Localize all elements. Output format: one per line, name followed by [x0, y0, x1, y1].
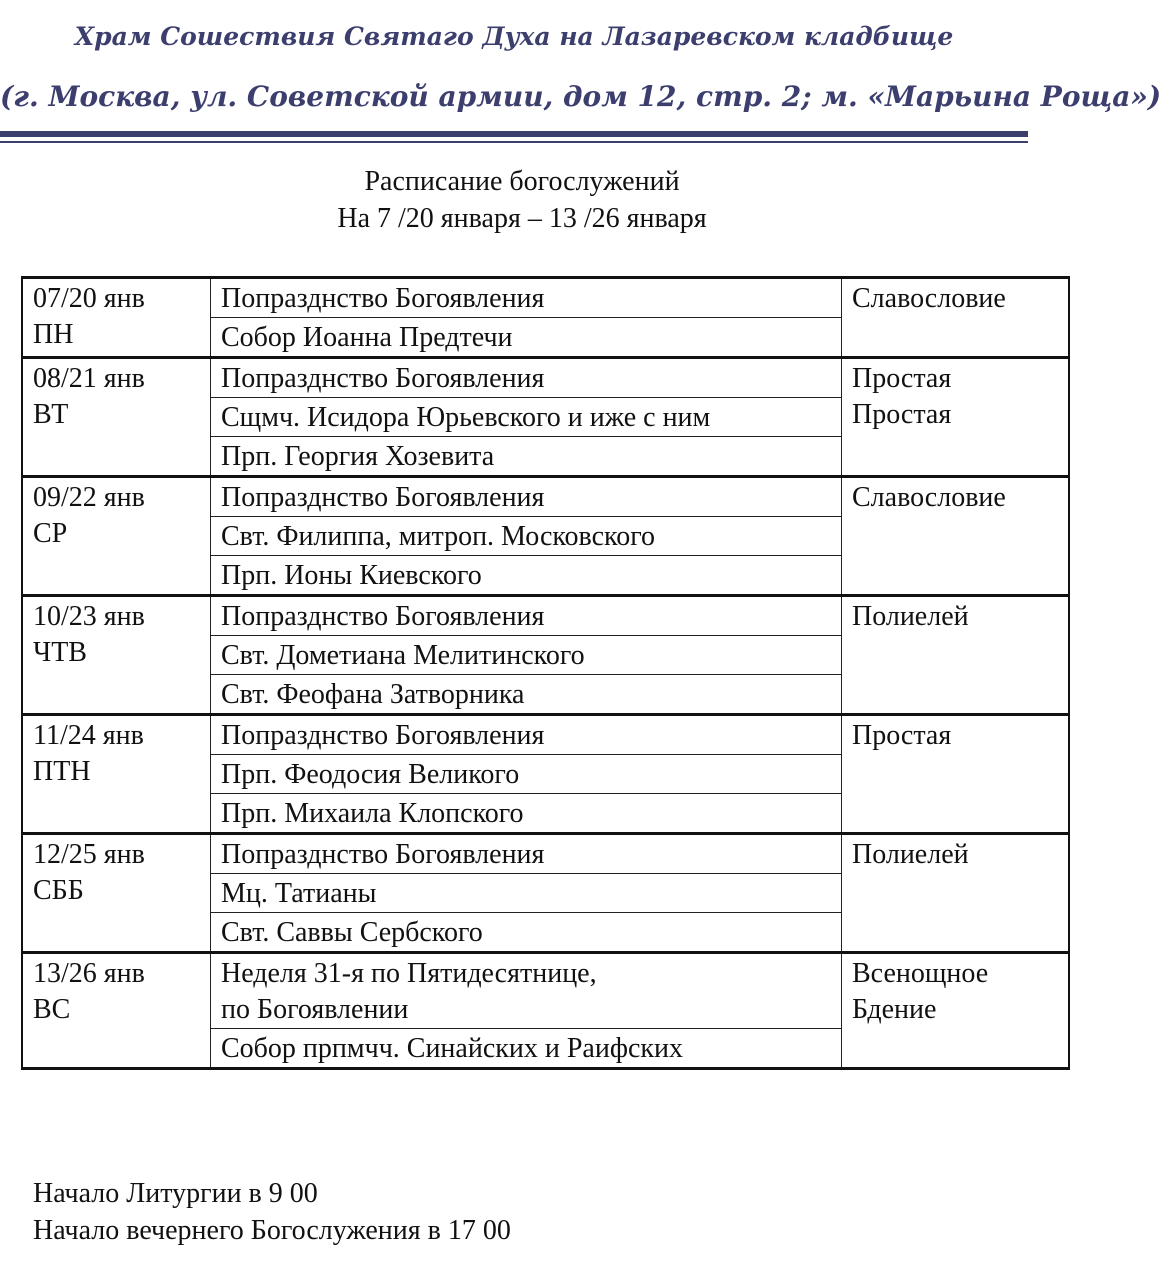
day-date-cell	[22, 358, 211, 477]
schedule-row	[22, 953, 1069, 1029]
day-date-cell	[22, 715, 211, 834]
evening-service-start-time: Начало вечернего Богослужения в 17 00	[33, 1215, 511, 1246]
service-rank: Простая	[852, 363, 952, 394]
service-name: Попразднство Богоявления	[211, 596, 842, 636]
day-date-cell	[22, 278, 211, 358]
service-name: Прп. Михаила Клопского	[211, 794, 842, 834]
service-rank-cell	[842, 596, 1070, 715]
day-date: 12/25 янв	[33, 839, 145, 870]
service-rank-cell	[842, 715, 1070, 834]
service-name: Свт. Филиппа, митроп. Московского	[211, 517, 842, 556]
service-rank: Простая	[852, 399, 952, 430]
header-rule-thin	[0, 141, 1028, 143]
service-name: Сщмч. Исидора Юрьевского и иже с ним	[211, 398, 842, 437]
day-date-cell	[22, 953, 211, 1069]
service-name: Свт. Дометиана Мелитинского	[211, 636, 842, 675]
day-date: 10/23 янв	[33, 601, 145, 632]
service-name: Попразднство Богоявления	[211, 477, 842, 517]
schedule-row	[22, 834, 1069, 874]
service-name: Неделя 31-я по Пятидесятнице, по Богоявлении	[211, 953, 842, 1029]
day-date: 13/26 янв	[33, 958, 145, 989]
service-rank: Полиелей	[852, 839, 969, 870]
day-date: 07/20 янв	[33, 283, 145, 314]
service-name: Свт. Феофана Затворника	[211, 675, 842, 715]
schedule-title: Расписание богослужений	[364, 166, 680, 197]
schedule-row	[22, 715, 1069, 755]
service-rank-cell	[842, 953, 1070, 1069]
day-date-cell	[22, 477, 211, 596]
day-weekday: СР	[33, 518, 68, 549]
service-name: Прп. Ионы Киевского	[211, 556, 842, 596]
service-name: Попразднство Богоявления	[211, 278, 842, 318]
header-rule-thick	[0, 131, 1028, 137]
service-rank: Славословие	[852, 283, 1006, 314]
service-name: Попразднство Богоявления	[211, 834, 842, 874]
day-weekday: ПТН	[33, 756, 91, 787]
service-name: Попразднство Богоявления	[211, 358, 842, 398]
day-date: 09/22 янв	[33, 482, 145, 513]
church-name: Храм Сошествия Святаго Духа на Лазаревском кладбище	[74, 22, 954, 51]
service-name: Свт. Саввы Сербского	[211, 913, 842, 953]
schedule-row	[22, 358, 1069, 398]
service-rank: Простая	[852, 720, 952, 751]
schedule-row	[22, 477, 1069, 517]
service-name: Попразднство Богоявления	[211, 715, 842, 755]
service-name: Прп. Георгия Хозевита	[211, 437, 842, 477]
schedule-row	[22, 278, 1069, 318]
day-weekday: СББ	[33, 875, 84, 906]
day-weekday: ЧТВ	[33, 637, 87, 668]
service-name: Прп. Феодосия Великого	[211, 755, 842, 794]
service-name: Собор прпмчч. Синайских и Раифских	[211, 1029, 842, 1069]
day-weekday: ПН	[33, 319, 74, 350]
service-rank: Бдение	[852, 994, 937, 1025]
service-rank: Всенощное	[852, 958, 989, 989]
service-name: Мц. Татианы	[211, 874, 842, 913]
schedule-row	[22, 596, 1069, 636]
day-date-cell	[22, 834, 211, 953]
liturgy-start-time: Начало Литургии в 9 00	[33, 1178, 318, 1209]
service-rank-cell	[842, 358, 1070, 477]
day-date: 08/21 янв	[33, 363, 145, 394]
service-name: Собор Иоанна Предтечи	[211, 318, 842, 358]
schedule-period: На 7 /20 января – 13 /26 января	[337, 203, 707, 234]
service-rank-cell	[842, 278, 1070, 358]
church-address: (г. Москва, ул. Советской армии, дом 12, стр. 2; м. «Марьина Роща»)	[0, 80, 1161, 113]
service-rank-cell	[842, 834, 1070, 953]
service-rank: Славословие	[852, 482, 1006, 513]
day-weekday: ВТ	[33, 399, 69, 430]
day-date-cell	[22, 596, 211, 715]
service-rank-cell	[842, 477, 1070, 596]
service-rank: Полиелей	[852, 601, 969, 632]
day-weekday: ВС	[33, 994, 71, 1025]
schedule-table	[21, 276, 1070, 1070]
day-date: 11/24 янв	[33, 720, 144, 751]
